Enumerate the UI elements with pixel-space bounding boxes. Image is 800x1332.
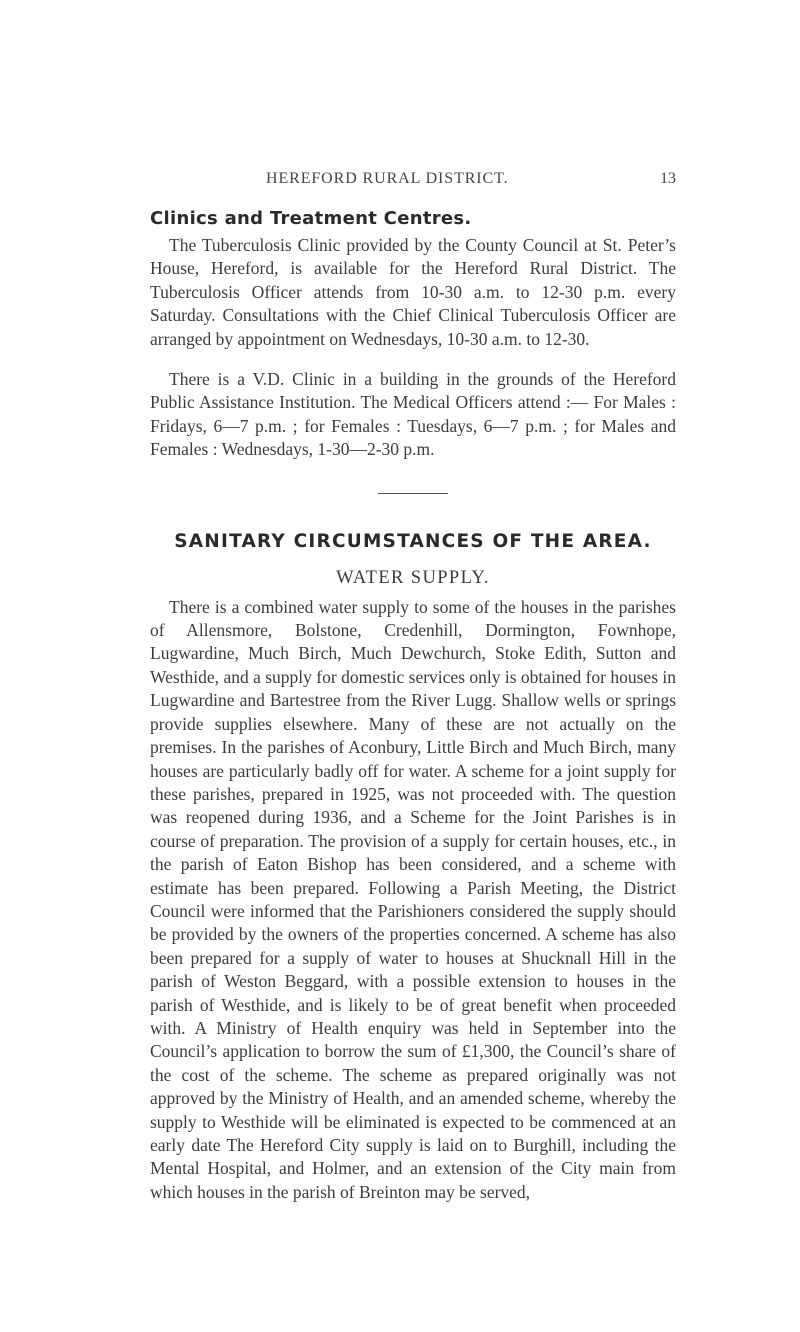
running-header-title: HEREFORD RURAL DISTRICT. bbox=[266, 170, 509, 187]
page-number: 13 bbox=[660, 170, 676, 187]
water-supply-heading: WATER SUPPLY. bbox=[336, 567, 490, 588]
section-divider bbox=[378, 493, 448, 494]
clinics-heading: Clinics and Treatment Centres. bbox=[150, 208, 472, 229]
water-supply-paragraph: There is a combined water supply to some of the houses in the parishes of Allensmore, Bolstone, Credenhill, Dormington, Fownhope, Lugwardine, Much Birch, Much Dewchurch, Stoke Edith, Sutton and Westhide, and a supply for domestic services only is obtained for houses in Lugwardine and Bartestree from the River Lugg. Shallow wells or springs provide supplies elsewhere. Many of these are not actually on the premises. In the parishes of Aconbury, Little Birch and Much Birch, many houses are particularly badly off for water. A scheme for a joint supply for these parishes, prepared in 1925, was not proceeded with. The question was reopened during 1936, and a Scheme for the Joint Parishes is in course of preparation. The provision of a supply for certain houses, etc., in the parish of Eaton Bishop has been considered, and a scheme with estimate has been prepared. Following a Parish Meeting, the District Council were informed that the Parishioners considered the supply should be provided by the owners of the properties concerned. A scheme has also been prepared for a supply of water to houses at Shucknall Hill in the parish of Weston Beggard, with a possible extension to houses in the parish of Westhide, and is likely to be of great benefit when proceeded with. A Ministry of Health enquiry was held in September into the Council’s application to borrow the sum of £1,300, the Council’s share of the cost of the scheme. The scheme as prepared originally was not approved by the Ministry of Health, and an amended scheme, whereby the supply to Westhide will be eliminated is expected to be commenced at an early date The Hereford City supply is laid on to Burghill, including the Mental Hospital, and Holmer, and an extension of the City main from which houses in the parish of Breinton may be served, bbox=[150, 596, 676, 1202]
running-header bbox=[150, 170, 676, 194]
clinics-paragraph-tuberculosis: The Tuberculosis Clinic provided by the County Council at St. Peter’s House, Hereford, is available for the Hereford Rural District. The Tuberculosis Officer attends from 10-30 a.m. to 12-30 p.m. every Saturday. Consultations with the Chief Clinical Tuberculosis Officer are arranged by appointment on Wednesdays, 10-30 a.m. to 12-30. bbox=[150, 235, 676, 349]
document-page bbox=[150, 170, 676, 1204]
clinics-paragraph-vd: There is a V.D. Clinic in a building in the grounds of the Hereford Public Assistance Institution. The Medical Officers attend :— For Males : Fridays, 6—7 p.m. ; for Females : Tuesdays, 6—7 p.m. ; for Males and Females : Wednesdays, 1-30—2-30 p.m. bbox=[150, 369, 676, 460]
sanitary-heading: SANITARY CIRCUMSTANCES OF THE AREA. bbox=[174, 530, 652, 552]
